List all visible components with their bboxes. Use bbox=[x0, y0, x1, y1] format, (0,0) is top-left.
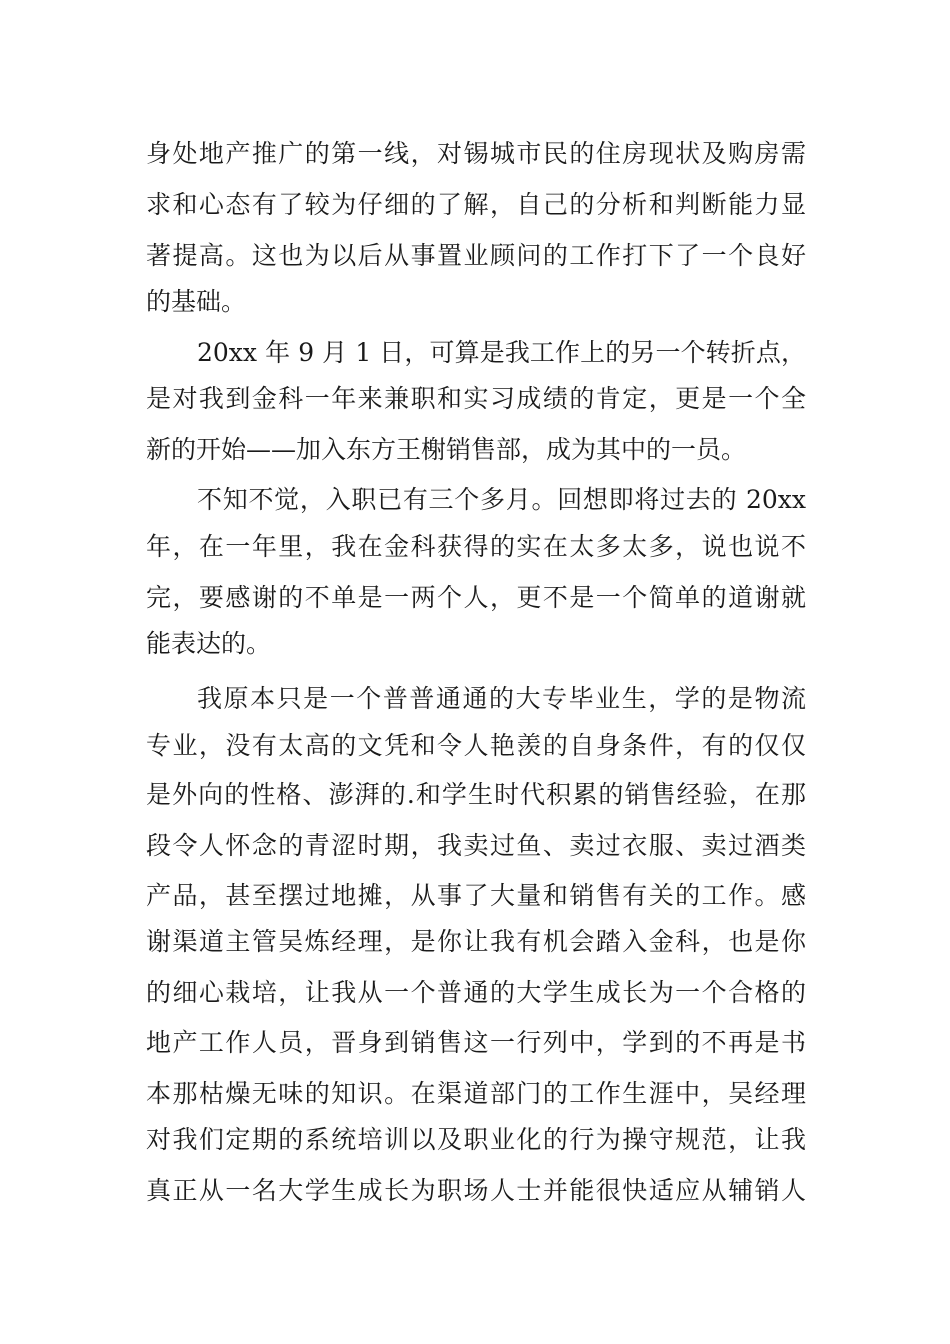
text-line: 是外向的性格、澎湃的.和学生时代积累的销售经验，在那 bbox=[146, 780, 806, 809]
text-line: 是对我到金科一年来兼职和实习成绩的肯定，更是一个全 bbox=[146, 384, 806, 413]
text-line: 年，在一年里，我在金科获得的实在太多太多，说也说不 bbox=[146, 532, 806, 561]
text-line: 能表达的。 bbox=[146, 629, 272, 658]
text-line: 不知不觉，入职已有三个多月。回想即将过去的 20xx bbox=[197, 485, 806, 514]
text-line: 的基础。 bbox=[146, 287, 247, 316]
text-line: 的细心栽培，让我从一个普通的大学生成长为一个合格的 bbox=[146, 978, 806, 1007]
text-line: 求和心态有了较为仔细的了解，自己的分析和判断能力显 bbox=[146, 190, 806, 219]
text-line: 20xx 年 9 月 1 日，可算是我工作上的另一个转折点， bbox=[197, 338, 806, 367]
text-line: 谢渠道主管吴炼经理，是你让我有机会踏入金科，也是你 bbox=[146, 927, 806, 956]
text-line: 专业，没有太高的文凭和令人艳羡的自身条件，有的仅仅 bbox=[146, 731, 806, 760]
text-line: 真正从一名大学生成长为职场人士并能很快适应从辅销人 bbox=[146, 1176, 806, 1205]
text-line: 地产工作人员，晋身到销售这一行列中，学到的不再是书 bbox=[146, 1028, 806, 1057]
text-line: 我原本只是一个普普通通的大专毕业生，学的是物流 bbox=[197, 684, 806, 713]
text-line: 身处地产推广的第一线，对锡城市民的住房现状及购房需 bbox=[146, 139, 806, 168]
text-line: 本那枯燥无味的知识。在渠道部门的工作生涯中，吴经理 bbox=[146, 1079, 806, 1108]
text-line: 完，要感谢的不单是一两个人，更不是一个简单的道谢就 bbox=[146, 583, 806, 612]
text-line: 产品，甚至摆过地摊，从事了大量和销售有关的工作。感 bbox=[146, 881, 806, 910]
text-line: 对我们定期的系统培训以及职业化的行为操守规范，让我 bbox=[146, 1125, 806, 1154]
text-line: 新的开始——加入东方王榭销售部，成为其中的一员。 bbox=[146, 435, 747, 464]
text-line: 段令人怀念的青涩时期，我卖过鱼、卖过衣服、卖过酒类 bbox=[146, 831, 806, 860]
text-line: 著提高。这也为以后从事置业顾问的工作打下了一个良好 bbox=[146, 241, 806, 270]
